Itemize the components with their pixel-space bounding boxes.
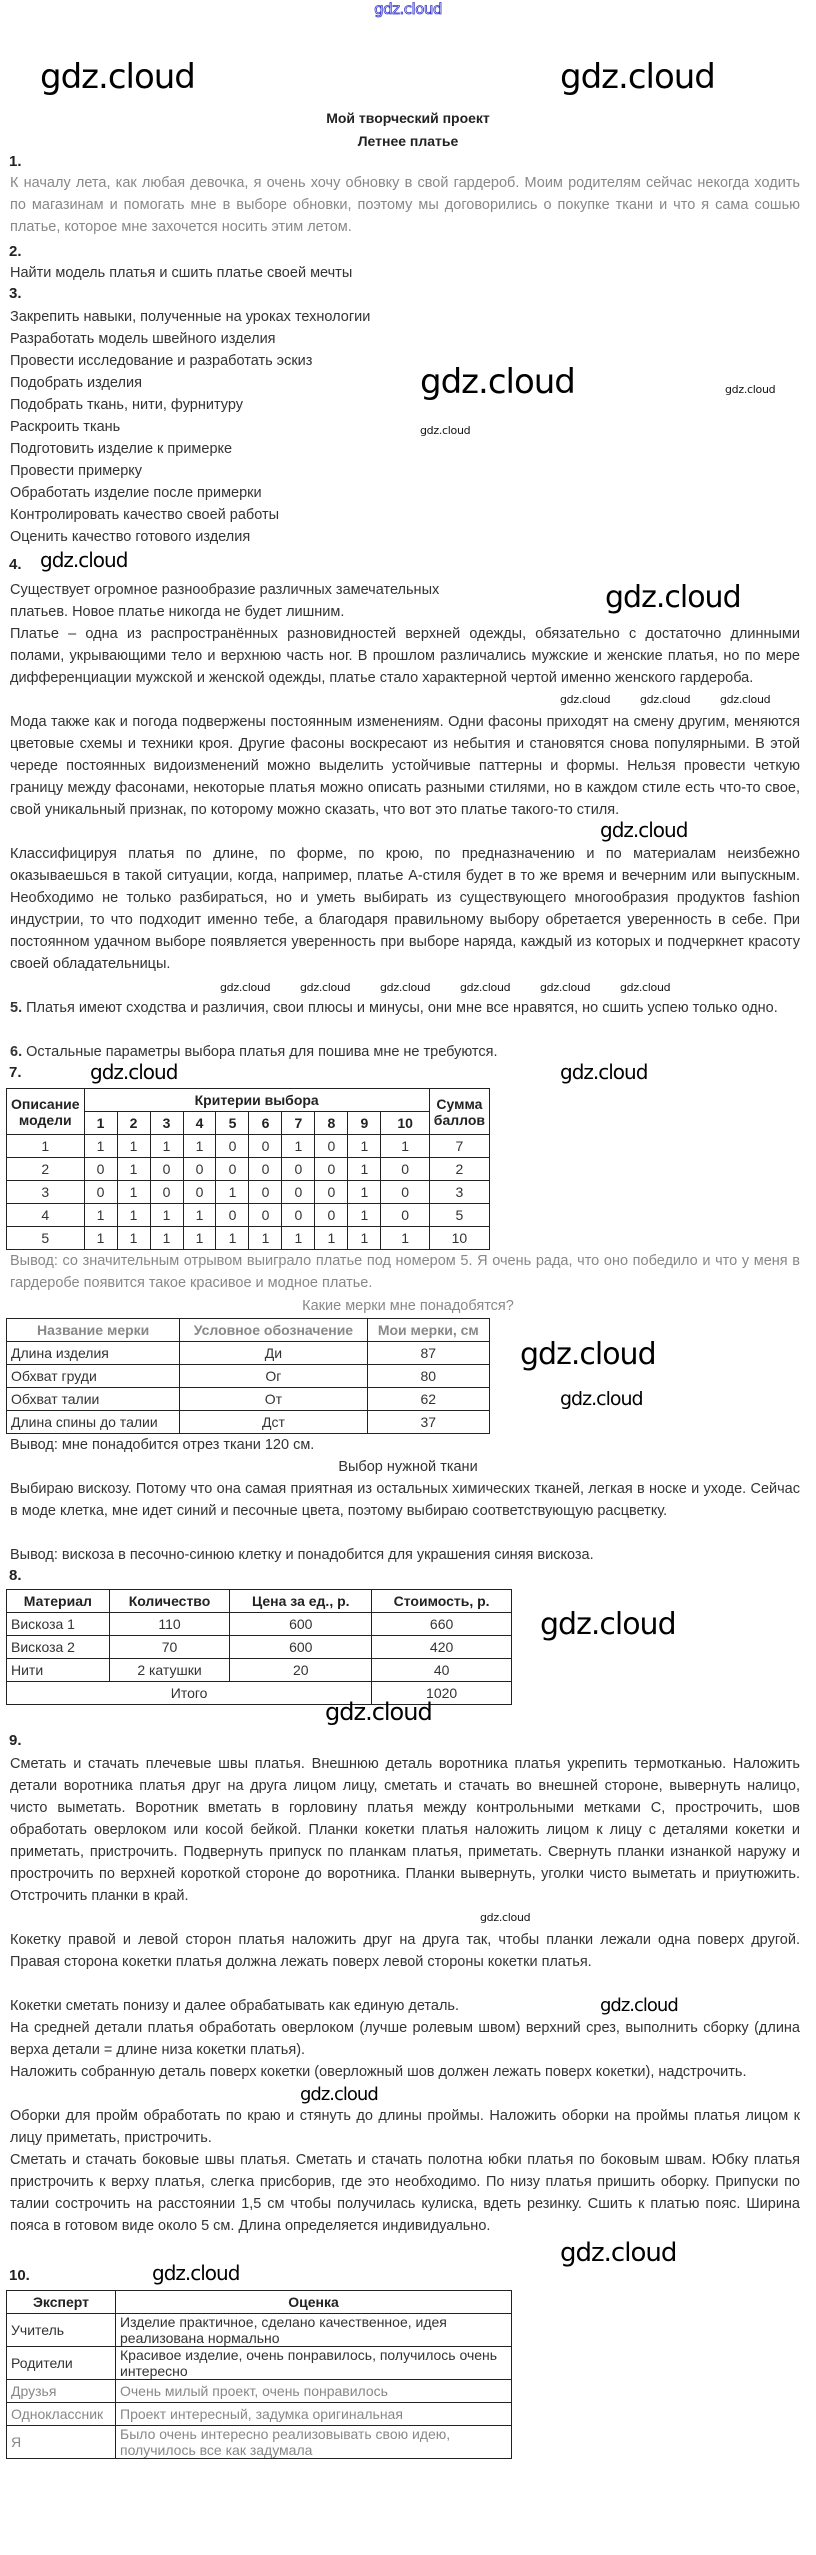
criterion-header: 9 [348, 1112, 381, 1135]
watermark: gdz.cloud [560, 57, 715, 97]
section-6-text: 6. Остальные параметры выбора платья для пошива мне не требуются. [10, 1044, 498, 1060]
watermark: gdz.cloud [325, 1698, 432, 1726]
section-9-paragraph: Наложить собранную деталь поверх кокетки (оверложный шов должен лежать поверх кокетки), надстрочить. [10, 2064, 747, 2080]
score-cell: 0 [249, 1204, 282, 1227]
task-item: Провести примерку [10, 463, 143, 479]
score-cell: 0 [315, 1158, 348, 1181]
section-9-paragraph: На средней детали платья обработать оверлоком (лучше ролевым швом) верхний срез, выполнить сборку (длина верха детали = длине низа кокетки платья). [10, 2020, 800, 2058]
cost-cell: 20 [230, 1659, 372, 1682]
watermark: gdz.cloud [720, 693, 771, 706]
section-2-text: Найти модель платья и сшить платье своей мечты [10, 265, 353, 281]
cost-cell: 660 [372, 1613, 512, 1636]
score-cell: 0 [315, 1181, 348, 1204]
model-number: 1 [7, 1135, 85, 1158]
watermark: gdz.cloud [90, 1060, 178, 1084]
watermark: gdz.cloud [380, 981, 431, 994]
score-cell: 1 [282, 1227, 315, 1250]
table-row [7, 1365, 490, 1388]
expert-name: Учитель [7, 2314, 116, 2347]
score-cell: 1 [348, 1135, 381, 1158]
table-row [7, 1342, 490, 1365]
table-row [7, 1388, 490, 1411]
section-4-intro: Существует огромное разнообразие различных замечательных [10, 582, 440, 598]
score-cell: 1 [150, 1204, 183, 1227]
table-row [7, 1158, 490, 1181]
score-cell: 0 [381, 1204, 429, 1227]
measure-symbol: Ог [180, 1365, 367, 1388]
score-cell: 1 [117, 1204, 150, 1227]
section-number: 9. [9, 1732, 22, 1749]
expert-header: Оценка [116, 2291, 512, 2314]
score-cell: 0 [84, 1158, 117, 1181]
measure-name: Обхват талии [7, 1388, 180, 1411]
score-cell: 0 [282, 1158, 315, 1181]
score-cell: 0 [183, 1181, 216, 1204]
measures-table [6, 1318, 490, 1434]
model-number: 5 [7, 1227, 85, 1250]
task-item: Оценить качество готового изделия [10, 529, 251, 545]
cost-header: Цена за ед., р. [230, 1590, 372, 1613]
score-cell: 1 [117, 1135, 150, 1158]
expert-assessment: Проект интересный, задумка оригинальная [116, 2403, 512, 2426]
measure-symbol: Ди [180, 1342, 367, 1365]
cost-cell: 40 [372, 1659, 512, 1682]
table-row [7, 1636, 512, 1659]
watermark: gdz.cloud [560, 1388, 643, 1410]
score-cell: 0 [249, 1158, 282, 1181]
score-cell: 1 [381, 1135, 429, 1158]
score-cell: 1 [84, 1204, 117, 1227]
table-row [7, 1613, 512, 1636]
cost-cell: 110 [109, 1613, 230, 1636]
watermark: gdz.cloud [300, 981, 351, 994]
watermark: gdz.cloud [620, 981, 671, 994]
section-number: 10. [9, 2267, 30, 2284]
section-number: 1. [9, 153, 22, 170]
total-row [7, 1682, 512, 1705]
score-cell: 0 [216, 1135, 249, 1158]
task-item: Закрепить навыки, полученные на уроках технологии [10, 309, 371, 325]
score-cell: 0 [150, 1181, 183, 1204]
total-value: 1020 [372, 1682, 512, 1705]
model-number: 3 [7, 1181, 85, 1204]
score-cell: 1 [117, 1227, 150, 1250]
cost-cell: 600 [230, 1636, 372, 1659]
measure-header: Название мерки [7, 1319, 180, 1342]
watermark: gdz.cloud [605, 580, 741, 615]
section-5-text: 5. Платья имеют сходства и различия, свои плюсы и минусы, они мне все нравятся, но сшить успею только одно. [10, 1000, 778, 1016]
cost-cell: 420 [372, 1636, 512, 1659]
score-cell: 0 [150, 1158, 183, 1181]
model-number: 4 [7, 1204, 85, 1227]
watermark: gdz.cloud [540, 1607, 676, 1642]
expert-name: Одноклассник [7, 2403, 116, 2426]
task-item: Подготовить изделие к примерке [10, 441, 233, 457]
measure-name: Длина изделия [7, 1342, 180, 1365]
table-row [7, 1659, 512, 1682]
score-cell: 1 [150, 1135, 183, 1158]
section-number: 8. [9, 1567, 22, 1584]
measures-conclusion: Вывод: мне понадобится отрез ткани 120 см. [10, 1437, 315, 1453]
measure-name: Длина спины до талии [7, 1411, 180, 1434]
measure-symbol: От [180, 1388, 367, 1411]
cost-cell: 2 катушки [109, 1659, 230, 1682]
expert-header: Эксперт [7, 2291, 116, 2314]
score-cell: 1 [216, 1227, 249, 1250]
watermark: gdz.cloud [40, 548, 128, 572]
cost-cell: 70 [109, 1636, 230, 1659]
criterion-header: 5 [216, 1112, 249, 1135]
col-header-model: Описание модели [7, 1089, 85, 1135]
col-header-sum: Сумма баллов [429, 1089, 489, 1135]
table-row [7, 2426, 512, 2459]
score-cell: 1 [183, 1227, 216, 1250]
criterion-header: 3 [150, 1112, 183, 1135]
section-number: 3. [9, 285, 22, 302]
score-cell: 1 [183, 1135, 216, 1158]
watermark: gdz.cloud [640, 693, 691, 706]
cost-cell: Нити [7, 1659, 110, 1682]
score-cell: 0 [315, 1204, 348, 1227]
section-4-paragraph: Классифицируя платья по длине, по форме, по крою, по предназначению и по материалам неизбежно оказываешься в такой ситуации, когда, например, платье А-стиля будет в то же время и вечерним или выпускным. Необходимо не только разбираться, но и уметь выбирать из существующего многообразия продуктов fashion индустрии, то что подходит именно тебе, а благодаря правильному выбору обретается уверенность в себе. При постоянном удачном выборе появляется уверенность при выборе наряда, каждый из которых и подчеркнет красоту своей обладательницы. [10, 846, 800, 972]
criterion-header: 10 [381, 1112, 429, 1135]
fabric-text: Выбираю вискозу. Потому что она самая приятная из остальных химических тканей, легкая в носке и уходе. Сейчас в моде клетка, мне идет синий и песочные цвета, поэтому выбираю соответствующую расцветку. [10, 1481, 800, 1519]
section-1-text: К началу лета, как любая девочка, я очень хочу обновку в свой гардероб. Моим родителям сейчас некогда ходить по магазинам и помогать мне в выборе обновки, поэтому мы договорились о покупке ткани и что я сама сошью платье, которое мне захочется носить этим летом. [10, 175, 800, 235]
criteria-conclusion: Вывод: со значительным отрывом выиграло платье под номером 5. Я очень рада, что оно победило и что у меня в гардеробе появится такое красивое и модное платье. [10, 1253, 800, 1291]
table-row [7, 1227, 490, 1250]
model-number: 2 [7, 1158, 85, 1181]
fabric-title: Выбор нужной ткани [338, 1459, 478, 1475]
watermark: gdz.cloud [460, 981, 511, 994]
watermark: gdz.cloud [420, 424, 471, 437]
sum-cell: 2 [429, 1158, 489, 1181]
score-cell: 1 [282, 1135, 315, 1158]
score-cell: 1 [84, 1227, 117, 1250]
table-row [7, 1181, 490, 1204]
criterion-header: 8 [315, 1112, 348, 1135]
expert-name: Родители [7, 2347, 116, 2380]
measure-name: Обхват груди [7, 1365, 180, 1388]
table-row [7, 2314, 512, 2347]
task-item: Обработать изделие после примерки [10, 485, 262, 501]
score-cell: 0 [183, 1158, 216, 1181]
score-cell: 0 [282, 1204, 315, 1227]
task-item: Контролировать качество своей работы [10, 507, 280, 523]
watermark: gdz.cloud [560, 693, 611, 706]
watermark: gdz.cloud [300, 2084, 378, 2105]
measure-header: Условное обозначение [180, 1319, 367, 1342]
section-9-paragraph: Сметать и стачать плечевые швы платья. Внешнюю деталь воротника платья укрепить термотканью. Наложить детали воротника платья друг на друга лицом лицу, сметать и стачать во внешней стороне, вывернуть налицо, чисто выметать. Воротник вметать в горловину платья между контрольными метками С, прострочить, шов обработать оверлоком или косой бейкой. Планки кокетки платья наложить лицом к лицу с деталями кокетки и приметать, пристрочить. Подвернуть припуск по планкам платья, приметать. Свернуть планки изнанкой наружу и прострочить по верхней короткой стороне до воротника. Планки вывернуть, уголки чисто выметать и приутюжить. Отстрочить планки в край. [10, 1756, 800, 1904]
section-number: 6. [10, 1044, 23, 1060]
watermark: gdz.cloud [560, 1060, 648, 1084]
sum-cell: 5 [429, 1204, 489, 1227]
total-label: Итого [7, 1682, 372, 1705]
watermark: gdz.cloud [600, 1995, 678, 2016]
measure-symbol: Дст [180, 1411, 367, 1434]
expert-assessment: Было очень интересно реализовывать свою идею, получилось все как задумала [116, 2426, 512, 2459]
expert-assessment: Красивое изделие, очень понравилось, получилось очень интересно [116, 2347, 512, 2380]
criteria-table [6, 1088, 490, 1250]
cost-cell: Вискоза 2 [7, 1636, 110, 1659]
score-cell: 0 [315, 1135, 348, 1158]
table-row [7, 2347, 512, 2380]
section-9-paragraph: Кокетку правой и левой сторон платья наложить друг на друга так, чтобы планки лежали одна поверх другой. Правая сторона кокетки платья должна лежать поверх левой стороны кокетки платья. [10, 1932, 800, 1970]
section-4-paragraph: Мода также как и погода подвержены постоянным изменениям. Одни фасоны приходят на смену другим, меняются цветовые схемы и техники кроя. Другие фасоны воскресают из небытия и становятся снова популярными. В этой череде постоянных видоизменений можно выделить устойчивые паттерны и формы. Нельзя провести четкую границу между фасонами, некоторые платья можно описать разными стилями, но в каждом стиле есть что-то свое, свой уникальный признак, по которому можно сказать, что вот это платье такого-то стиля. [10, 714, 800, 818]
measure-value: 62 [367, 1388, 489, 1411]
measure-header: Мои мерки, см [367, 1319, 489, 1342]
section-number: 4. [9, 556, 22, 573]
section-number: 5. [10, 1000, 23, 1016]
cost-table [6, 1589, 512, 1705]
section-9-paragraph: Сметать и стачать боковые швы платья. Сметать и стачать полотна юбки платья по боковым швам. Юбку платья пристрочить к верху платья, слегка присборив, где это необходимо. По низу платья пришить оборку. Припуски по талии сострочить на расстоянии 1,5 см чтобы получилась кулиска, вдеть резинку. Сшить к платью пояс. Ширина пояса в готовом виде около 5 см. Длина определяется индивидуально. [10, 2152, 800, 2234]
sum-cell: 7 [429, 1135, 489, 1158]
cost-cell: 600 [230, 1613, 372, 1636]
cost-cell: Вискоза 1 [7, 1613, 110, 1636]
score-cell: 0 [216, 1204, 249, 1227]
expert-name: Друзья [7, 2380, 116, 2403]
criterion-header: 1 [84, 1112, 117, 1135]
score-cell: 1 [183, 1204, 216, 1227]
score-cell: 1 [348, 1227, 381, 1250]
criterion-header: 6 [249, 1112, 282, 1135]
score-cell: 0 [381, 1181, 429, 1204]
table-row [7, 1204, 490, 1227]
task-item: Провести исследование и разработать эскиз [10, 353, 313, 369]
task-item: Раскроить ткань [10, 419, 121, 435]
score-cell: 0 [249, 1181, 282, 1204]
task-item: Подобрать изделия [10, 375, 142, 391]
sum-cell: 3 [429, 1181, 489, 1204]
watermark: gdz.cloud [540, 981, 591, 994]
score-cell: 0 [216, 1158, 249, 1181]
score-cell: 1 [150, 1227, 183, 1250]
score-cell: 0 [249, 1135, 282, 1158]
score-cell: 1 [216, 1181, 249, 1204]
section-9-paragraph: Кокетки сметать понизу и далее обрабатывать как единую деталь. [10, 1998, 460, 2014]
watermark: gdz.cloud [40, 57, 195, 97]
score-cell: 0 [282, 1181, 315, 1204]
project-subtitle: Летнее платье [357, 133, 459, 149]
expert-assessment: Изделие практичное, сделано качественное, идея реализована нормально [116, 2314, 512, 2347]
criterion-header: 7 [282, 1112, 315, 1135]
score-cell: 1 [348, 1204, 381, 1227]
table-row [7, 2403, 512, 2426]
watermark: gdz.cloud [560, 2238, 677, 2268]
score-cell: 1 [348, 1181, 381, 1204]
task-item: Подобрать ткань, нити, фурнитуру [10, 397, 243, 413]
score-cell: 0 [84, 1181, 117, 1204]
score-cell: 0 [381, 1158, 429, 1181]
measure-value: 80 [367, 1365, 489, 1388]
score-cell: 1 [381, 1227, 429, 1250]
section-number: 2. [9, 243, 22, 260]
expert-assessment: Очень милый проект, очень понравилось [116, 2380, 512, 2403]
task-item: Разработать модель швейного изделия [10, 331, 276, 347]
sum-cell: 10 [429, 1227, 489, 1250]
col-header-criteria: Критерии выбора [84, 1089, 429, 1112]
project-title: Мой творческий проект [326, 110, 490, 126]
expert-table [6, 2290, 512, 2459]
table-row [7, 2380, 512, 2403]
measure-value: 37 [367, 1411, 489, 1434]
measures-title: Какие мерки мне понадобятся? [302, 1298, 514, 1314]
section-4-paragraph: Платье – одна из распространённых разновидностей верхней одежды, обязательно с достаточно длинными полами, укрывающими тело и верхнюю часть ног. В прошлом различались мужские и женские платья, но по мере дифференциации мужской и женской одежды, платье стало характерной чертой именно женского гардероба. [10, 626, 800, 686]
expert-name: Я [7, 2426, 116, 2459]
measure-value: 87 [367, 1342, 489, 1365]
score-cell: 1 [348, 1158, 381, 1181]
score-cell: 1 [84, 1135, 117, 1158]
watermark: gdz.cloud [725, 383, 776, 396]
cost-header: Стоимость, р. [372, 1590, 512, 1613]
watermark: gdz.cloud [480, 1911, 531, 1924]
cost-header: Материал [7, 1590, 110, 1613]
table-row [7, 1135, 490, 1158]
score-cell: 1 [117, 1158, 150, 1181]
section-9-paragraph: Оборки для пройм обработать по краю и стянуть до длины проймы. Наложить оборки на проймы платья лицом к лицу приметать, пристрочить. [10, 2108, 800, 2146]
score-cell: 1 [249, 1227, 282, 1250]
score-cell: 1 [315, 1227, 348, 1250]
cost-header: Количество [109, 1590, 230, 1613]
watermark: gdz.cloud [152, 2261, 240, 2285]
watermark: gdz.cloud [420, 362, 575, 402]
criterion-header: 4 [183, 1112, 216, 1135]
table-row [7, 1411, 490, 1434]
section-number: 7. [9, 1064, 22, 1081]
top-watermark-logo: gdz.cloud [374, 0, 442, 18]
watermark: gdz.cloud [520, 1337, 656, 1372]
criterion-header: 2 [117, 1112, 150, 1135]
watermark: gdz.cloud [600, 818, 688, 842]
watermark: gdz.cloud [220, 981, 271, 994]
fabric-conclusion: Вывод: вискоза в песочно-синюю клетку и понадобится для украшения синяя вискоза. [10, 1547, 594, 1563]
score-cell: 1 [117, 1181, 150, 1204]
section-4-intro: платьев. Новое платье никогда не будет лишним. [10, 604, 345, 620]
